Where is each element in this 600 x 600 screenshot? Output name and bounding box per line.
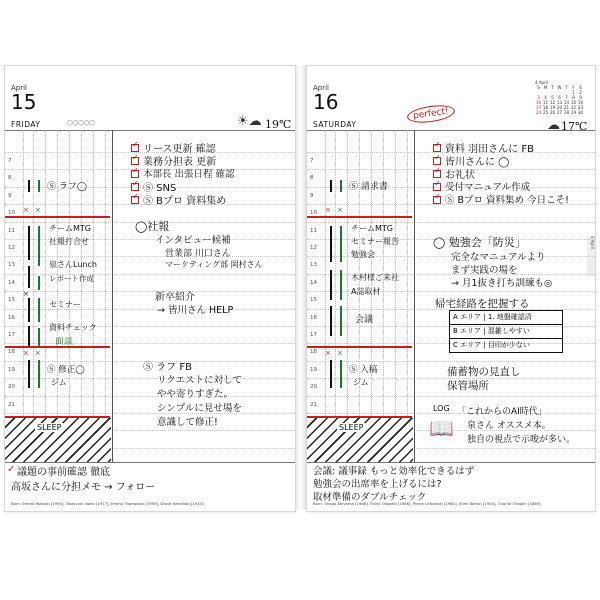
grid-column: [335, 130, 336, 462]
entry-nyuko: Ⓢ 入稿: [349, 365, 378, 375]
todo-item: お礼状: [445, 170, 475, 181]
time-bar: [330, 270, 332, 300]
todo-checkbox[interactable]: [131, 196, 139, 204]
evening-line: [5, 346, 110, 348]
hour-label: 7: [8, 158, 12, 164]
mini-cal-cell: S: [579, 85, 582, 90]
mini-cal-cell: 23: [577, 105, 584, 110]
note-req3: シンプルに見せ場を: [157, 403, 242, 414]
mini-cal-cell: 10: [535, 100, 542, 105]
todo-item: 資料 羽田さんに FB: [445, 144, 534, 155]
note-log3: 独自の視点で示唆が多い。: [467, 435, 576, 445]
x-mark: ×: [23, 206, 29, 214]
evening-line: [307, 346, 412, 348]
area-row: C エリア | 目印が少ない: [453, 341, 530, 349]
column-divider: [414, 130, 415, 462]
mini-cal-cell: 8: [572, 95, 575, 100]
check-mark: ✓: [7, 464, 16, 475]
todo-item: Ⓢ Bプロ 資料集め 今日こそ!: [445, 195, 569, 206]
hour-label: 11: [8, 227, 15, 234]
x-mark: ×: [23, 290, 29, 298]
time-bar: [330, 226, 332, 262]
weekday-label: SATURDAY: [313, 120, 357, 129]
mini-calendar: [535, 80, 584, 115]
mini-cal-cell: 15: [570, 100, 577, 105]
note-req1: リクエストに対して: [157, 375, 243, 386]
note-eigyo: 営業部 川口さん: [165, 249, 231, 259]
hour-label: 10: [310, 210, 317, 217]
grid-line: [307, 361, 595, 362]
mini-cal-cell: M: [543, 85, 548, 90]
book-icon: 📖: [429, 416, 454, 440]
hour-label: 20: [8, 384, 15, 391]
time-bar-green: [340, 180, 342, 192]
todo-item: 皆川さんに ◯: [445, 157, 510, 168]
hour-label: 11: [310, 227, 317, 234]
grid-line: [5, 413, 295, 414]
mini-cal-cell: 30: [577, 110, 584, 115]
weekday-label: FRIDAY: [11, 120, 41, 129]
right-planner-page: [306, 65, 596, 512]
sleep-label: SLEEP: [37, 423, 62, 432]
grid-column: [93, 130, 94, 462]
note-log1: 「これからのAI時代」: [457, 407, 547, 417]
note-kitaku: 帰宅経路を把握する: [435, 298, 530, 310]
mini-cal-cell: 29: [570, 110, 577, 115]
todo-checkbox[interactable]: [433, 183, 441, 191]
moon-phase-icons: ◯◯◯◯◯: [67, 120, 95, 126]
time-bar-green: [38, 360, 40, 388]
entry-a-shi: A誌取材: [351, 287, 381, 296]
perfect-stamp: perfect!: [406, 103, 456, 125]
todo-checkbox[interactable]: [433, 170, 441, 178]
hour-label: 7: [310, 158, 314, 164]
mini-cal-cell: 9: [579, 95, 582, 100]
mini-cal-cell: 17: [535, 105, 542, 110]
hour-label: 13: [8, 262, 15, 269]
hour-label: 14: [310, 279, 317, 286]
header-divider: [5, 130, 295, 131]
note-mazu: まず実践の場を: [451, 265, 518, 276]
day-number: 16: [313, 90, 339, 114]
note-interview: インタビュー候補: [155, 235, 231, 246]
hour-label: 17: [8, 332, 15, 338]
entry-seminar: セミナー: [49, 300, 81, 309]
grid-line: [5, 343, 295, 344]
time-bar: [28, 298, 30, 322]
time-bar-green: [340, 270, 342, 300]
hour-label: 18: [310, 349, 317, 356]
mini-cal-cell: 22: [570, 105, 577, 110]
note-lafu-fb: Ⓢ ラフ FB: [143, 362, 192, 373]
time-bar: [28, 360, 30, 388]
month-label: April: [11, 84, 27, 92]
grid-column: [105, 130, 106, 462]
note-tsuki: → 月1抜き打ち訓練も◎: [451, 278, 553, 289]
entry-seminar-report: セミナー報告: [351, 237, 399, 246]
entry-seikyusho: Ⓢ 請求書: [349, 182, 388, 192]
entry-benkyokai: 勉強会: [351, 250, 375, 259]
mini-cal-cell: T: [565, 85, 568, 90]
hour-label: 12: [310, 245, 317, 251]
time-bar: [28, 326, 30, 348]
entry-mensetsu: 面談: [55, 337, 74, 347]
entry-gym: ジム: [353, 378, 369, 387]
note-req2: やや寄りすぎた。: [157, 389, 234, 400]
grid-line: [5, 256, 295, 257]
mini-cal-cell: 13: [556, 100, 563, 105]
hour-label: 19: [310, 366, 317, 373]
mini-cal-cell: F: [572, 85, 575, 90]
hour-label: 13: [310, 262, 317, 269]
time-bar: [28, 180, 30, 192]
note-log2: 泉さん オススメ本。: [467, 421, 551, 431]
hour-label: 8: [310, 175, 314, 182]
mini-cal-cell: 16: [577, 100, 584, 105]
mini-cal-cell: S: [537, 85, 540, 90]
todo-item: 受付マニュアル作成: [445, 182, 531, 193]
birthdays-footer: Born: Emma Watson [1990], Toshiyuki Inoko [1977], Emma Thompson [1959], David Hamilton [1933]: [11, 501, 204, 506]
bottom-note: 会議: 議事録 もっと効率化できるはず: [313, 466, 475, 477]
todo-checkbox[interactable]: [131, 170, 139, 178]
entry-team-mtg: チームMTG: [351, 224, 393, 233]
entry-kimura: 木村様ご来社: [351, 273, 399, 282]
month-index-tab[interactable]: 4 April: [587, 236, 595, 276]
mini-cal-cell: T: [551, 85, 554, 90]
hour-label: 19: [8, 366, 15, 373]
temperature: 17℃: [561, 120, 588, 133]
hour-label: 9: [310, 192, 314, 199]
time-bar-green: [38, 328, 40, 348]
time-bar: [330, 306, 332, 336]
todo-checkbox[interactable]: [131, 157, 139, 165]
hour-label: 15: [310, 297, 317, 304]
time-bar-green: [340, 226, 342, 262]
time-bar-green: [340, 360, 342, 388]
todo-item: 本部長 出張日程 確認: [143, 169, 235, 180]
log-label: LOG: [433, 404, 450, 413]
mini-cal-cell: W: [557, 85, 562, 90]
todo-checkbox[interactable]: [433, 144, 441, 152]
wake-line: [307, 216, 412, 218]
entry-team-mtg: チームMTG: [49, 224, 91, 233]
header-divider: [307, 130, 595, 131]
time-bar: [330, 180, 332, 192]
entry-gym: ジム: [51, 378, 67, 387]
grid-column: [407, 130, 408, 462]
x-mark: ×: [23, 349, 29, 357]
mini-cal-row: [535, 110, 584, 115]
mini-cal-cell: 24: [535, 110, 542, 115]
note-hokan: 保管場所: [447, 380, 489, 392]
grid-column: [45, 130, 46, 462]
note-benkyo: ◯ 勉強会「防災」: [433, 236, 526, 249]
grid-line: [5, 291, 295, 292]
hour-label: 18: [8, 349, 15, 356]
sleep-label: SLEEP: [339, 423, 364, 432]
mini-cal-month: 4 April: [535, 80, 548, 85]
grid-column: [33, 130, 34, 462]
left-planner-page: [4, 65, 296, 512]
mini-cal-cell: 19: [549, 105, 556, 110]
todo-checkbox[interactable]: [131, 183, 139, 191]
hour-label: 16: [8, 314, 15, 321]
hour-label: 8: [8, 175, 12, 182]
entry-shiryo-check: 資料チェック: [49, 323, 97, 332]
hour-label: 17: [310, 332, 317, 338]
grid-line: [5, 396, 295, 397]
bottom-note: 取材準備のダブルチェック: [313, 492, 427, 503]
mini-cal-cell: 2: [579, 90, 582, 95]
note-marketing: マーケティング部 岡村さん: [165, 260, 263, 269]
day-number: 15: [11, 90, 37, 114]
hour-label: 20: [310, 384, 317, 391]
mini-cal-cell: 18: [542, 105, 549, 110]
area-row: A エリア | 1. 地盤確認済: [450, 311, 562, 325]
todo-item: Ⓢ SNS: [143, 183, 177, 194]
time-bar: [330, 360, 332, 388]
hour-label: 15: [8, 297, 15, 304]
mini-cal-cell: 3: [537, 95, 540, 100]
hour-label: 10: [8, 210, 15, 217]
x-mark-green: ×: [337, 349, 343, 357]
mini-cal-cell: 12: [549, 100, 556, 105]
mini-cal-cell: 27: [556, 110, 563, 115]
mini-cal-grid: [535, 85, 584, 115]
entry-lunch: 泉さんLunch: [49, 260, 97, 269]
cloud-icon: ☁: [547, 118, 560, 133]
grid-column: [325, 130, 326, 462]
mini-cal-cell: 7: [565, 95, 568, 100]
time-bar-green: [340, 306, 342, 336]
mini-cal-cell: 1: [572, 90, 575, 95]
mini-cal-cell: 6: [558, 95, 561, 100]
todo-item: リース更新 確認: [143, 144, 216, 155]
grid-line: [307, 396, 595, 397]
wake-line: [5, 216, 110, 218]
note-bichiku: 備蓄物の見直し: [447, 366, 521, 378]
entry-shusei: Ⓢ 修正◯: [47, 365, 85, 375]
bottom-note: 勉強会の出席率を上げるには?: [313, 479, 442, 490]
todo-checkbox[interactable]: [131, 144, 139, 152]
x-mark-green: ×: [35, 206, 41, 214]
mini-cal-cell: 20: [556, 105, 563, 110]
entry-shanai: 社報打合せ: [49, 237, 89, 246]
mini-cal-cell: 21: [563, 105, 570, 110]
todo-checkbox[interactable]: [433, 196, 441, 204]
note-shaho: ◯社報: [135, 220, 170, 233]
mini-cal-cell: 11: [542, 100, 549, 105]
grid-column: [347, 130, 348, 462]
todo-item: 業務分担表 更新: [143, 157, 217, 168]
grid-line: [5, 378, 295, 379]
bottom-note: 議題の事前確認 徹底: [17, 467, 111, 478]
hour-label: 14: [8, 279, 15, 286]
mini-cal-cell: 14: [563, 100, 570, 105]
todo-checkbox[interactable]: [433, 157, 441, 165]
hour-label: 12: [8, 245, 15, 251]
area-table: [449, 310, 563, 353]
time-bar-green: [38, 180, 40, 192]
time-bar-green: [38, 226, 40, 266]
time-bar: [28, 266, 30, 288]
hour-label: 16: [310, 314, 317, 321]
entry-report: レポート作成: [49, 274, 94, 283]
mini-cal-cell: 25: [542, 110, 549, 115]
birthdays-footer: Born: Shogo Akiyama [1988], Shinji Okazaki [1986], Pierre Littbarski [1960], Ellen Barkin [1954], Charlie Chaplin [1889]: [313, 501, 541, 506]
todo-item: Ⓢ Bプロ 資料集め: [143, 196, 227, 207]
temperature: 19℃: [265, 118, 292, 131]
grid-column: [395, 130, 396, 462]
area-row: B エリア | 混雑しやすい: [450, 325, 562, 339]
grid-line: [307, 413, 595, 414]
month-label: April: [313, 84, 329, 92]
note-help: → 皆川さん HELP: [157, 305, 234, 316]
time-bar-green: [38, 276, 40, 290]
time-bar-green: [38, 298, 40, 322]
entry-kaigi: 会議: [355, 315, 374, 325]
x-mark: ×: [325, 206, 331, 214]
mini-cal-cell: 28: [563, 110, 570, 115]
note-req4: 意識して修正!: [157, 417, 218, 428]
x-mark-green: ×: [337, 206, 343, 214]
x-mark-green: ×: [35, 349, 41, 357]
mini-cal-cell: 4: [544, 95, 547, 100]
hour-label: 21: [310, 401, 317, 408]
note-shinjin: 新卒紹介: [155, 292, 195, 303]
bottom-note: 高坂さんに分担メモ → フォロー: [11, 482, 156, 493]
column-divider: [112, 130, 113, 462]
mini-cal-cell: 26: [549, 110, 556, 115]
sun-cloud-icon: ☀☁: [237, 114, 262, 129]
note-kanzen: 完全なマニュアルより: [451, 252, 546, 263]
hour-label: 21: [8, 401, 15, 408]
entry-lafu: Ⓢ ラフ◯: [47, 182, 87, 192]
hour-label: 9: [8, 192, 12, 199]
time-bar: [28, 226, 30, 260]
x-mark: ×: [325, 349, 331, 357]
mini-cal-cell: 5: [551, 95, 554, 100]
